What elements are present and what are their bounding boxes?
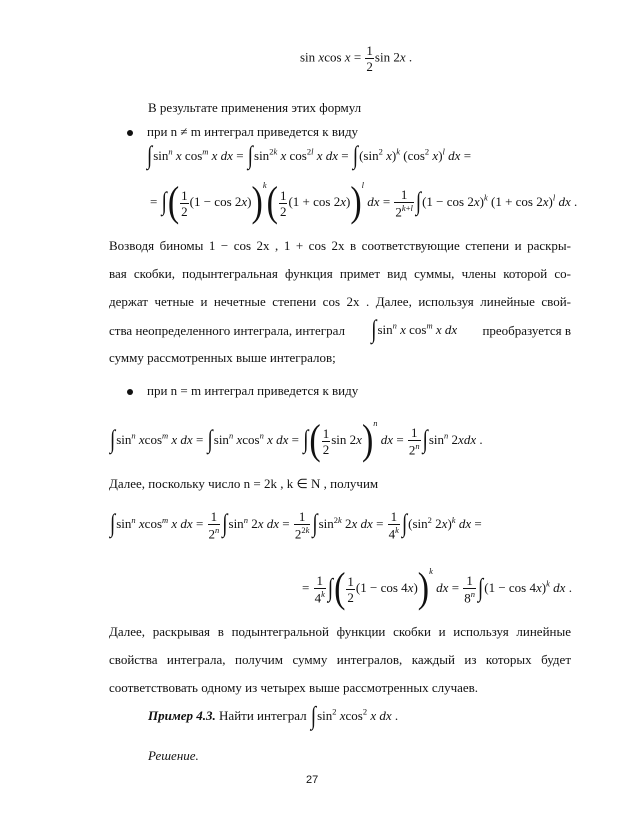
paragraph-1-line-5: сумму рассмотренных выше интегралов; [109, 350, 336, 365]
page-number: 27 [306, 774, 319, 786]
example-text: Найти интеграл [219, 707, 307, 723]
bullet-item-n-not-m: при n ≠ m интеграл приведется к виду [127, 124, 358, 140]
paragraph-2-line-3: соответствовать одному из четырех выше рассмотренных случаев. [109, 680, 479, 695]
solution-label: Решение. [148, 748, 199, 763]
paragraph-1-line-1: Возводя биномы 1 − cos 2x , 1 + cos 2x в соответствующие степени и раскры- [109, 238, 571, 253]
formula-n-equals-m: $\int\sin^n$ xcos$^m$ x dx = $\int\sin^n$ xcos$^n$ x dx = ∫( $\frac{1}{2}$ sin 2x)$^n$ dx = $\frac{1}{2^n}$ $\int\sin^n$ 2xdx . [110, 417, 483, 464]
formula-integral-chain-2: = ∫( $\frac{1}{2}$ (1 − cos 2x))$^k$( $\frac{1}{2}$ (1 + cos 2x))$^l$ dx = $\frac{1}{2^{k+l}}$ $\int(1 - \cos 2x)^k$ $(1 + \cos 2x)^l$ dx . [150, 179, 578, 226]
formula-inline-integral: $\int\sin^n$ x $\cos^m x$ dx [371, 316, 458, 345]
formula-even-case-2: = $\frac{1}{4^k}$ ∫( $\frac{1}{2}$ (1 − cos 4x))$^k$ dx = $\frac{1}{8^n}$ $\int(1 - \cos 4x)^k$ dx . [302, 565, 572, 612]
formula-example-integral: $\int\sin^2$ xcos$^2$ x dx . [310, 702, 399, 731]
paragraph-1-line-2: вая скобки, подынтегральная функция примет вид суммы, члены которой со- [109, 266, 571, 281]
paragraph-1-line-4-start: ства неопределенного интеграла, интеграл [109, 323, 345, 338]
intro-text: В результате применения этих формул [148, 100, 362, 115]
paragraph-1-line-4-end: преобразуется в [482, 323, 571, 338]
paragraph-2-line-1: Далее, раскрывая в подынтегральной функции скобки и используя линейные [109, 624, 571, 639]
paragraph-1-line-3: держат четные и нечетные степени cos 2x . Далее, используя линейные свой- [109, 294, 571, 309]
bullet-item-n-equals-m: при n = m интеграл приведется к виду [127, 383, 358, 399]
example-label: Пример 4.3. [148, 707, 216, 723]
bullet-icon [127, 389, 133, 395]
bullet-icon [127, 130, 133, 136]
further-text: Далее, поскольку число n = 2k , k ∈ N , получим [109, 476, 379, 491]
paragraph-2-line-2: свойства интеграла, получим сумму интегралов, каждый из которых будет [109, 652, 571, 667]
example-line [148, 702, 399, 731]
formula-integral-chain-1: $\int\sin^n$ x $\cos^m x$ dx = $\int\sin^{2k}$ x $\cos^{2l} x$ dx = $\int(\sin^2$ x)$^k$ ($\cos^2$ x)$^l$ dx = [147, 142, 472, 171]
paragraph-1-line-4 [109, 316, 571, 345]
formula-sin-cos-product: sin xcos x = $\frac{1}{2}$ sin 2x . [300, 43, 413, 74]
formula-even-case-1: $\int\sin^n$ xcos$^m$ x dx = $\frac{1}{2^n}$ $\int\sin^n$ 2x dx = $\frac{1}{2^{2k}}$ $\int\sin^{2k}$ 2x dx = $\frac{1}{4^k}$ $\int(\sin^2$ 2x)$^k$ dx = [110, 509, 482, 542]
